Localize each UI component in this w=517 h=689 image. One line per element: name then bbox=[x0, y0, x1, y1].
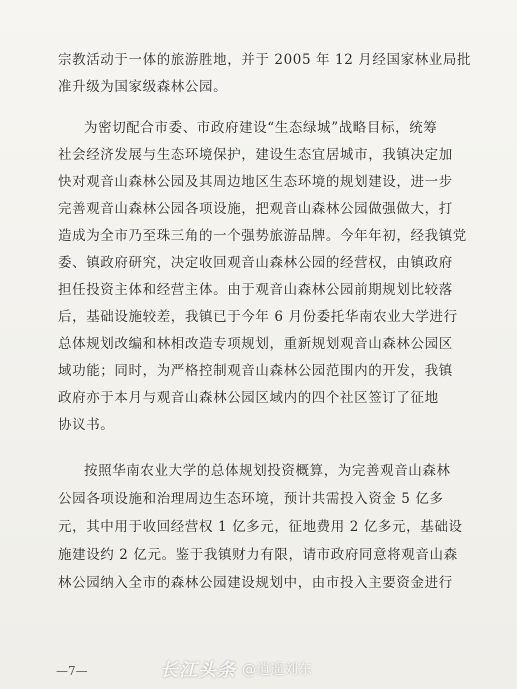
text-line: 快对观音山森林公园及其周边地区生态环境的规划建设，进一步 bbox=[58, 174, 453, 190]
text-line: 造成为全市乃至珠三角的一个强势旅游品牌。今年年初，经我镇党 bbox=[58, 228, 467, 244]
text-line: 按照华南农业大学的总体规划投资概算，为完善观音山森林 bbox=[84, 463, 451, 479]
text-line: 后，基础设施较差，我镇已于今年 6 月份委托华南农业大学进行 bbox=[58, 309, 458, 325]
watermark-brand: 长江头条 bbox=[160, 660, 236, 681]
text-line: 施建设约 2 亿元。鉴于我镇财力有限，请市政府同意将观音山森 bbox=[58, 547, 458, 563]
text-line: 担任投资主体和经营主体。由于观音山森林公园前期规划比较落 bbox=[58, 282, 453, 298]
text-line: 协议书。 bbox=[58, 417, 115, 433]
text-line: 政府亦于本月与观音山森林公园区域内的四个社区签订了征地 bbox=[58, 390, 439, 406]
text-line: 完善观音山森林公园各项设施，把观音山森林公园做强做大，打 bbox=[58, 201, 453, 217]
text-line: 总体规划改编和林相改造专项规划，重新规划观音山森林公园区 bbox=[58, 336, 453, 352]
text-line: 元，其中用于收回经营权 1 亿多元，征地费用 2 亿多元，基础设 bbox=[58, 519, 463, 535]
text-line: 域功能；同时，为严格控制观音山森林公园范围内的开发，我镇 bbox=[58, 363, 453, 379]
text-line: 林公园纳入全市的森林公园建设规划中，由市投入主要资金进行 bbox=[58, 575, 453, 591]
text-line: 宗教活动于一体的旅游胜地，并于 2005 年 12 月经国家林业局批 bbox=[58, 52, 472, 68]
page-number: —7— bbox=[56, 664, 88, 678]
text-line: 公园各项设施和治理周边生态环境，预计共需投入资金 5 亿多 bbox=[58, 491, 444, 507]
text-line: 准升级为国家级森林公园。 bbox=[58, 79, 228, 95]
text-line: 社会经济发展与生态环境保护，建设生态宜居城市，我镇决定加 bbox=[58, 147, 453, 163]
watermark bbox=[160, 656, 312, 682]
watermark-handle: @逍遥刘东 bbox=[242, 662, 312, 678]
text-line: 委、镇政府研究，决定收回观音山森林公园的经营权，由镇政府 bbox=[58, 255, 453, 271]
text-line: 为密切配合市委、市政府建设“生态绿城”战略目标，统筹 bbox=[84, 120, 438, 136]
